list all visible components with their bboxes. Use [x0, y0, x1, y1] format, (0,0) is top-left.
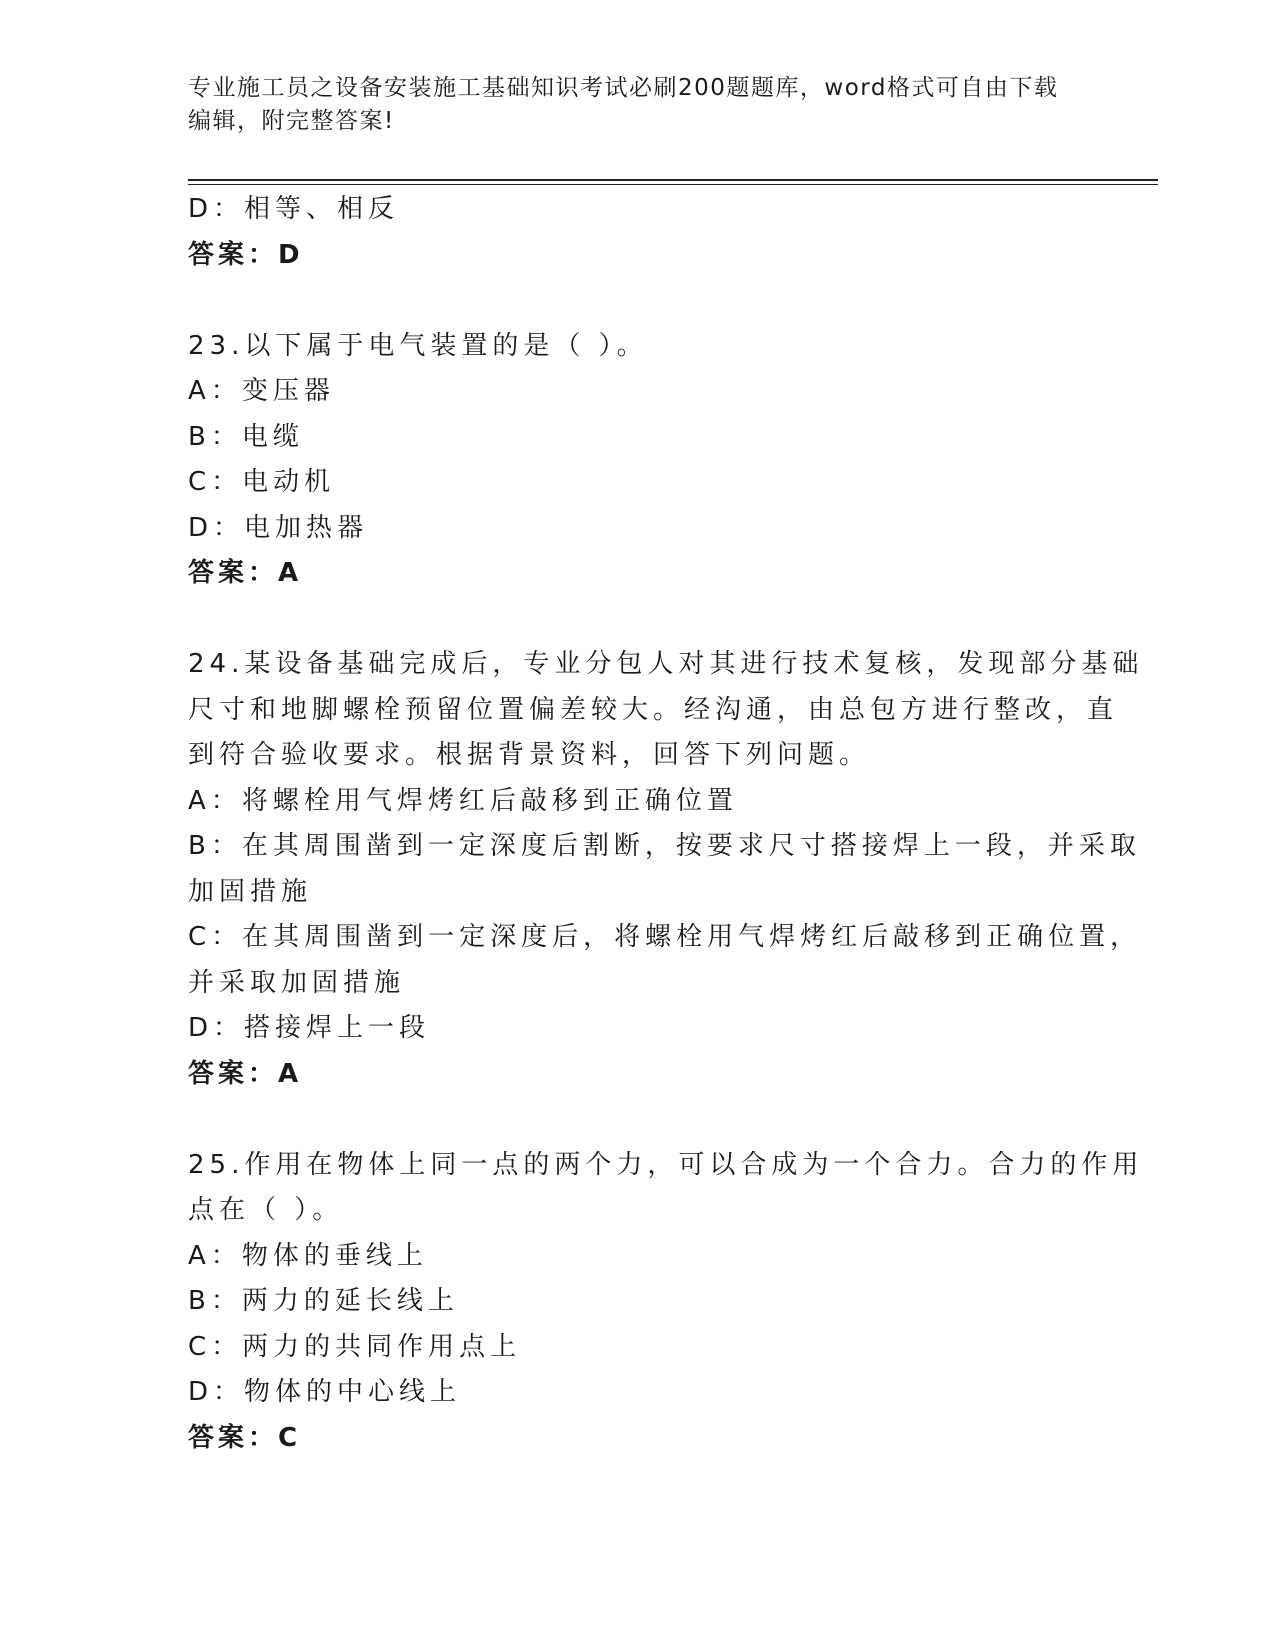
option-label: D	[188, 1013, 214, 1043]
header-rule-thin	[188, 184, 1158, 185]
option-label: B	[188, 1286, 211, 1316]
q24-option-b-continued: 加固措施	[188, 876, 313, 907]
document-header: 专业施工员之设备安装施工基础知识考试必刷200题题库，word格式可自由下载 编辑，附完整答案!	[188, 75, 1059, 134]
spacer	[188, 1097, 1078, 1143]
option-label: A	[188, 376, 211, 406]
question-23-stem: 23.以下属于电气装置的是（ ）。	[188, 330, 648, 361]
option-label: C	[188, 467, 212, 497]
q25-option-d: D：物体的中心线上	[188, 1377, 462, 1407]
option-text: 在其周围凿到一定深度后割断，按要求尺寸搭接焊上一段，并采取	[241, 831, 1141, 861]
option-text: 电缆	[241, 421, 304, 452]
question-24-stem-line-3: 到符合验收要求。根据背景资料，回答下列问题。	[188, 740, 871, 770]
option-label: B	[188, 831, 211, 861]
option-text: 在其周围凿到一定深度后，将螺栓用气焊烤红后敲移到正确位置，	[242, 922, 1142, 952]
prev-option-d: D：相等、相反	[188, 194, 400, 224]
question-25-stem-line-2: 点在（ ）。	[188, 1195, 344, 1225]
option-text: 电动机	[242, 467, 336, 497]
q24-option-d: D：搭接焊上一段	[188, 1013, 431, 1043]
option-text: 物体的垂线上	[241, 1240, 428, 1271]
spacer	[188, 597, 1078, 643]
spacer	[188, 278, 1078, 324]
option-text: 变压器	[241, 376, 335, 406]
q23-option-d: D：电加热器	[188, 512, 369, 543]
q23-answer: 答案：A	[188, 558, 303, 588]
option-text: 电加热器	[244, 512, 369, 543]
q25-option-a: A：物体的垂线上	[188, 1240, 428, 1271]
q24-option-c: C：在其周围凿到一定深度后，将螺栓用气焊烤红后敲移到正确位置，	[188, 922, 1142, 952]
question-24-stem-line-2: 尺寸和地脚螺栓预留位置偏差较大。经沟通，由总包方进行整改，直	[188, 694, 1119, 725]
q23-option-b: B：电缆	[188, 421, 304, 452]
header-rule-thick	[188, 179, 1158, 181]
option-label: D	[188, 1377, 214, 1407]
q24-option-a: A：将螺栓用气焊烤红后敲移到正确位置	[188, 785, 738, 816]
option-label: C	[188, 1331, 212, 1362]
option-label: A	[188, 1240, 211, 1271]
q25-answer: 答案：C	[188, 1422, 302, 1453]
q24-option-c-continued: 并采取加固措施	[188, 967, 406, 998]
q24-option-b: B：在其周围凿到一定深度后割断，按要求尺寸搭接焊上一段，并采取	[188, 831, 1141, 861]
q23-option-a: A：变压器	[188, 376, 335, 406]
question-25-stem-line-1: 25.作用在物体上同一点的两个力，可以合成为一个合力。合力的作用	[188, 1149, 1144, 1180]
option-label: C	[188, 922, 212, 952]
option-label: B	[188, 421, 211, 452]
q23-option-c: C：电动机	[188, 467, 336, 497]
option-text: 两力的共同作用点上	[242, 1331, 522, 1362]
option-text: 物体的中心线上	[244, 1377, 462, 1407]
question-24-stem-line-1: 24.某设备基础完成后，专业分包人对其进行技术复核，发现部分基础	[188, 649, 1144, 679]
option-text: 将螺栓用气焊烤红后敲移到正确位置	[241, 785, 738, 816]
prev-answer: 答案：D	[188, 239, 304, 270]
question-content	[188, 187, 1144, 1461]
q25-option-b: B：两力的延长线上	[188, 1286, 459, 1316]
option-label: D	[188, 512, 214, 543]
option-text: 两力的延长线上	[241, 1286, 459, 1316]
option-label: D	[188, 194, 214, 224]
q25-option-c: C：两力的共同作用点上	[188, 1331, 522, 1362]
option-text: 搭接焊上一段	[244, 1013, 431, 1043]
q24-answer: 答案：A	[188, 1058, 303, 1089]
option-text: 相等、相反	[244, 194, 400, 224]
option-label: A	[188, 785, 211, 816]
